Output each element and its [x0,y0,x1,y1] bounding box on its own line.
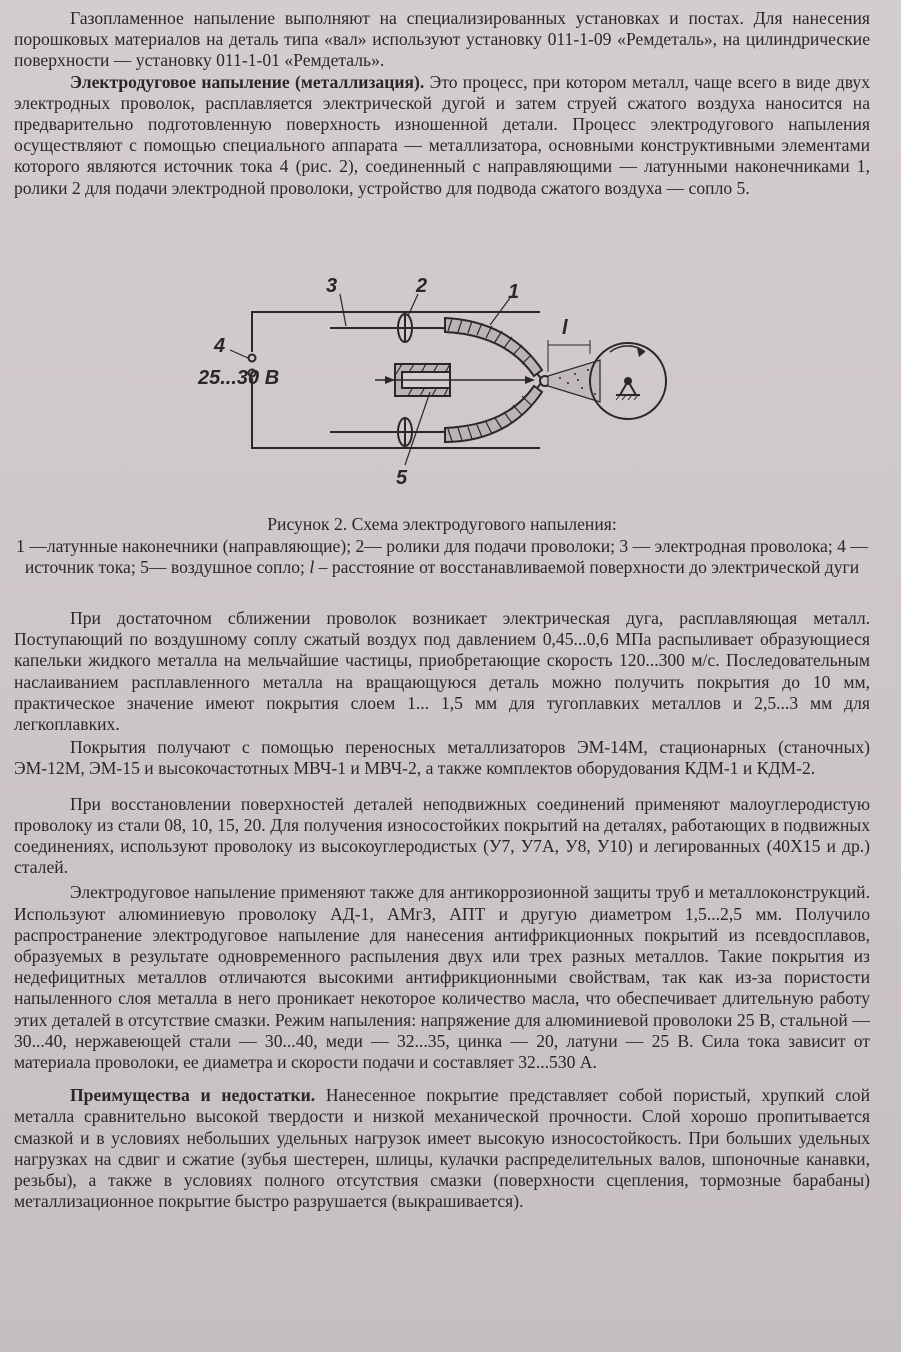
figure-caption [14,514,870,579]
paragraph-applications: Электродуговое напыление применяют также для антикоррозионной защиты труб и металлоконструкций. Используют алюминиевую проволоку АД-1, АМгЗ, АПТ и другую диаметром 1,5...2,5 мм. Получило распространение электродуговое напыление для нанесения антифрикционных покрытий из псевдосплавов, образуемых в результате одновременного распыления двух или трех разных металлов. Такие покрытия из недефицитных металлов отличаются высокими антифрикционными свойствам, так как из-за пористости напыленного слоя металла в него проникает некоторое количество масла, что обеспечивает длительную работу этих деталей в отсутствие смазки. Режим напыления: напряжение для алюминиевой проволоки 25 В, стальной — 30...40, нержавеющей стали — 30...40, меди — 32...35, цинка — 20, латуни — 25 В. Сила тока зависит от материала проволоки, ее диаметра и скорости подачи и составляет 32...530 А. [14,882,870,1073]
caption-legend-b: – расстояние от восстанавливаемой поверхности до электрической дуги [314,557,860,577]
heading-advantages: Преимущества и недостатки. [70,1085,316,1106]
paragraph-advantages-body: Нанесенное покрытие представляет собой пористый, хрупкий слой металла сравнительно высокой твердости и низкой механической прочности. Слой хорошо пропитывается смазкой и в условиях небольших удельных нагрузок имеет высокую износостойкость. При больших удельных нагрузках на сдвиг и сжатие (зубья шестерен, шлицы, кулачки распределительных валов, шпоночные канавки, резьбы), а также в условиях полного отсутствия смазки (поверхности сцепления, тормозные барабаны) металлизационное покрытие быстро разрушается (выкрашивается). [14,1085,870,1212]
paragraph-advantages [14,1085,870,1212]
heading-electric-arc: Электродуговое напыление (металлизация). [70,71,425,92]
label-2: 2 [416,275,428,297]
caption-title: Рисунок 2. Схема электродугового напыления: [267,514,617,534]
label-5: 5 [396,467,408,489]
label-4: 4 [214,335,226,357]
label-1: 1 [508,281,520,303]
label-l: l [562,317,568,339]
caption-legend-l: l [309,557,315,577]
intro-text [14,8,870,199]
paragraph-electric-arc-body: Это процесс, при котором металл, чаще всего в виде двух электродных проволок, расплавляется электрической дугой и затем струей сжатого воздуха наносится на предварительно подготовленную поверхность изношенной детали. Процесс электродугового напыления осуществляют с помощью специального аппарата — металлизатора, основными конструктивными элементами которого являются источник тока 4 (рис. 2), соединенный с направляющими — латунными наконечниками 1, ролики 2 для подачи электродной проволоки, устройство для подвода сжатого воздуха — сопло 5. [14,71,871,198]
body-text [14,608,870,1212]
paragraph-gas-flame: Газопламенное напыление выполняют на специализированных установках и постах. Для нанесения порошковых материалов на деталь типа «вал» используют установку 011-1-09 «Ремдеталь», на цилиндрические поверхности — установку 011-1-01 «Ремдеталь». [14,8,870,71]
voltage-label: 25...30 В [198,367,280,389]
paragraph-arc-process: При достаточном сближении проволок возникает электрическая дуга, расплавляющая металл. Поступающий по воздушному соплу сжатый воздух под давлением 0,45...0,6 МПа распыливает образующиеся капельки жидкого металла на мельчайшие частицы, приобретающие скорость 120...300 м/с. Последовательным наслаиванием расплавленного металла на вращающуюся деталь можно получить покрытия до 10 мм, практическое значение имеют покрытия слоем 1... 1,5 мм для тугоплавких металлов и 2,5...3 мм для легкоплавких. [14,608,870,735]
paragraph-wire-materials: При восстановлении поверхностей деталей неподвижных соединений применяют малоуглеродистую проволоку из стали 08, 10, 15, 20. Для получения износостойких покрытий на деталях, работающих в подвижных соединениях, используют проволоку из высокоуглеродистых (У7, У7А, У8, У10) и легированных (40Х15 и др.) сталей. [14,793,870,878]
caption-legend-a: 1 —латунные наконечники (направляющие); 2— ролики для подачи проволоки; 3 — электродная проволока; 4 — источник тока; 5— воздушное сопло; [16,535,868,577]
label-3: 3 [326,275,338,297]
paragraph-metallizers: Покрытия получают с помощью переносных металлизаторов ЭМ-14М, стационарных (станочных) ЭМ-12М, ЭМ-15 и высокочастотных МВЧ-1 и МВЧ-2, а также комплектов оборудования КДМ-1 и КДМ-2. [14,737,870,779]
electric-arc-spraying-diagram [190,270,690,500]
paragraph-electric-arc [14,72,870,199]
